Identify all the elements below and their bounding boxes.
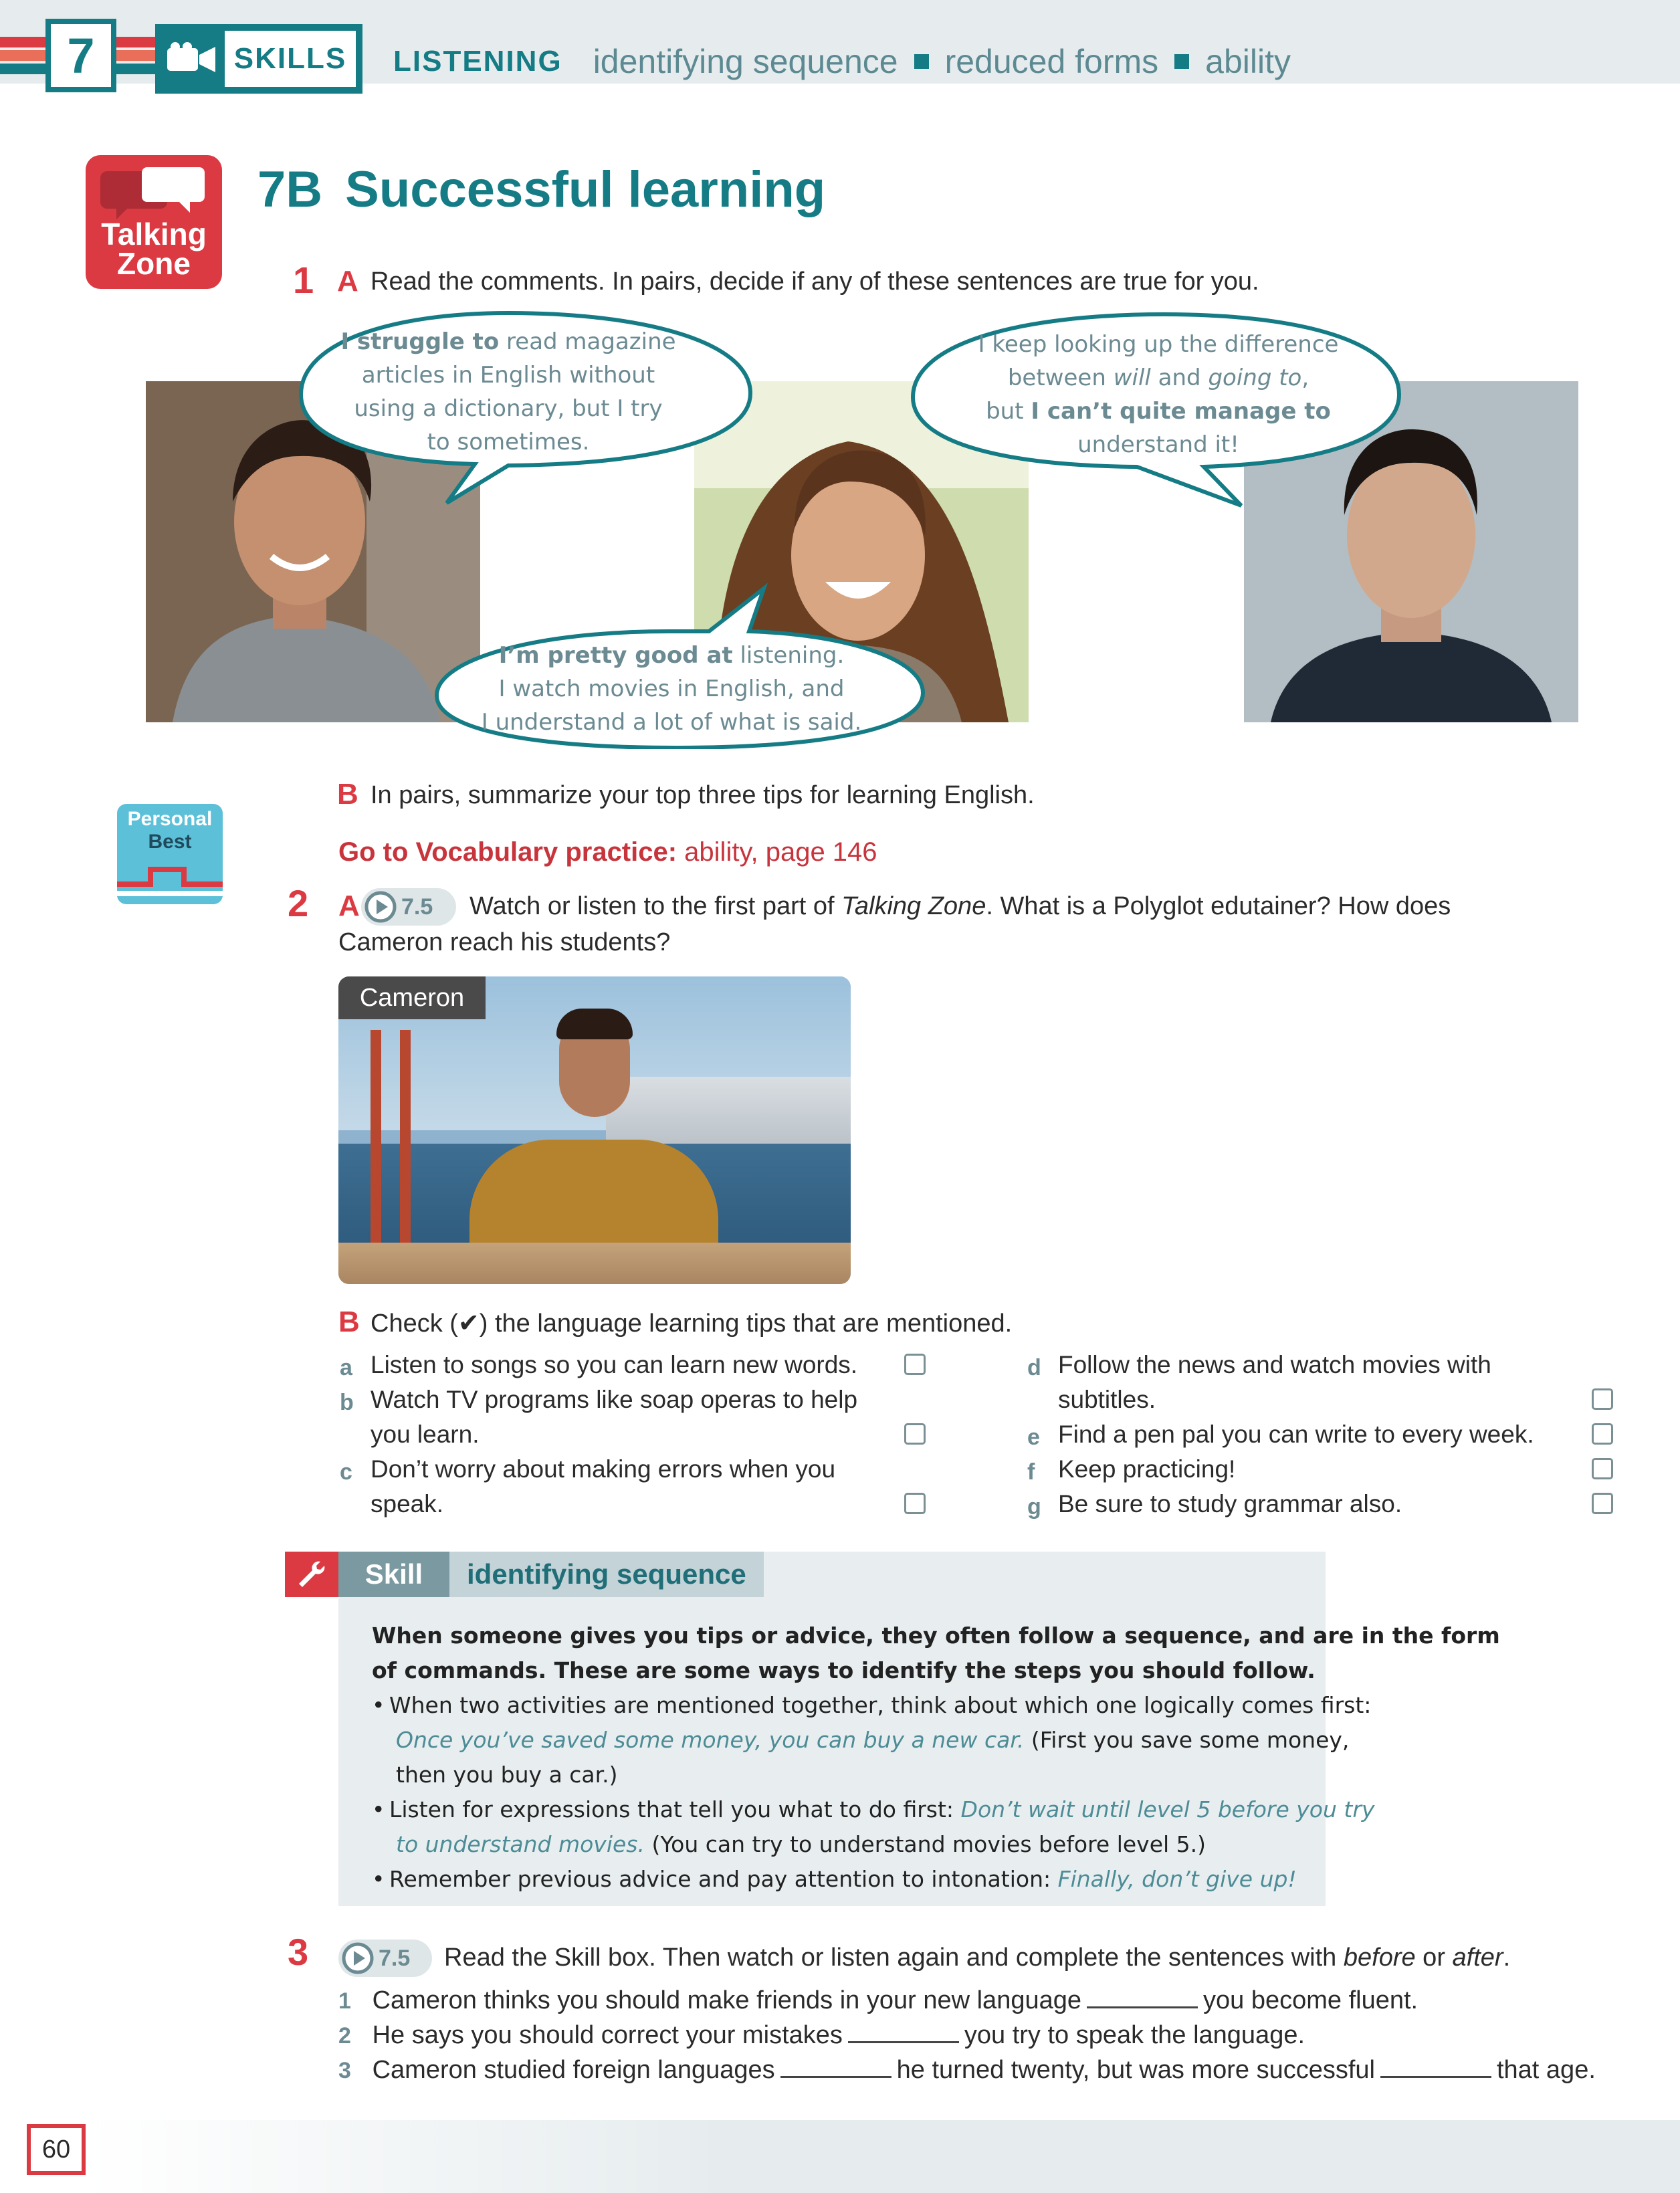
instruction-text: Check (✔) the language learning tips that are mentioned. — [371, 1310, 1013, 1338]
speech-bubble-3: I’m pretty good at listening. I watch movies in English, and I understand a lot of what is said. — [481, 642, 862, 736]
exercise-letter: B — [337, 778, 358, 811]
tip-text: speak. — [371, 1490, 444, 1518]
tip-checkbox[interactable] — [904, 1493, 926, 1514]
tip-text: you learn. — [371, 1421, 480, 1448]
speech-bubbles-overlay — [0, 0, 1680, 749]
audio-track-button[interactable] — [361, 888, 456, 926]
skill-intro: of commands. These are some ways to identify the steps you should follow. — [372, 1657, 1316, 1683]
exercise-number: 2 — [288, 882, 309, 924]
skill-bullet-cont: Once you’ve saved some money, you can buy a new car. (First you save some money, — [396, 1727, 1350, 1753]
audio-track-number: 7.5 — [401, 894, 433, 920]
tip-text: Be sure to study grammar also. — [1058, 1490, 1402, 1518]
video-caption: Cameron — [338, 976, 486, 1019]
tip-letter: e — [1027, 1425, 1040, 1450]
exercise-number: 3 — [288, 1931, 309, 1973]
exercise-number: 1 — [293, 259, 314, 301]
wrench-icon — [285, 1552, 338, 1597]
header-lead: LISTENING — [393, 45, 562, 78]
question-row: 2 He says you should correct your mistakes you try to speak the language. — [338, 2021, 1305, 2049]
tip-checkbox[interactable] — [904, 1354, 926, 1375]
instruction-text: Cameron reach his students? — [338, 928, 671, 956]
tip-letter: b — [340, 1390, 354, 1415]
question-row: 1 Cameron thinks you should make friends in your new language you become fluent. — [338, 1986, 1419, 2014]
answer-blank[interactable] — [780, 2057, 891, 2078]
audio-track-button[interactable] — [338, 1940, 432, 1977]
skill-bullet: • Listen for expressions that tell you what to do first: Don’t wait until level 5 before you try — [372, 1796, 1375, 1822]
tip-letter: a — [340, 1355, 352, 1380]
tip-checkbox[interactable] — [904, 1423, 926, 1445]
tip-text: Watch TV programs like soap operas to help — [371, 1386, 858, 1413]
skill-bullet-cont: to understand movies. (You can try to understand movies before level 5.) — [396, 1831, 1206, 1857]
header-topic: ability — [1205, 43, 1291, 80]
podium-icon — [117, 857, 223, 904]
instruction-text: In pairs, summarize your top three tips for learning English. — [371, 781, 1035, 809]
section-label: SKILLS — [225, 31, 356, 87]
tip-checkbox[interactable] — [1592, 1458, 1613, 1479]
tip-letter: g — [1027, 1494, 1041, 1520]
skill-tab-label: Skill — [338, 1552, 449, 1597]
personal-best-label: Personal Best — [127, 808, 213, 853]
tip-checkbox[interactable] — [1592, 1493, 1613, 1514]
tip-checkbox[interactable] — [1592, 1388, 1613, 1410]
tip-letter: c — [340, 1459, 352, 1485]
exercise-letter: A — [337, 265, 358, 298]
audio-track-number: 7.5 — [379, 1945, 411, 1971]
play-icon — [364, 890, 397, 924]
lesson-code: 7B — [257, 161, 323, 218]
tip-text: Keep practicing! — [1058, 1455, 1236, 1483]
answer-blank[interactable] — [1380, 2057, 1491, 2078]
lesson-name: Successful learning — [345, 161, 826, 218]
skill-bullet-cont: then you buy a car.) — [396, 1762, 618, 1788]
footer-band — [87, 2120, 1680, 2193]
exercise-letter: A — [338, 890, 360, 922]
skill-bullet: • Remember previous advice and pay attention to intonation: Finally, don’t give up! — [372, 1866, 1297, 1892]
tip-text: Listen to songs so you can learn new words. — [371, 1351, 858, 1378]
question-row: 3 Cameron studied foreign languages he turned twenty, but was more successful that age. — [338, 2056, 1596, 2084]
instruction-text: Watch or listen to the first part of Talking Zone. What is a Polyglot edutainer? How does — [469, 892, 1451, 920]
play-icon — [341, 1942, 375, 1975]
header-topic: reduced forms — [944, 43, 1159, 80]
answer-blank[interactable] — [1087, 1988, 1198, 2008]
tip-letter: f — [1027, 1459, 1035, 1485]
speech-bubble-1: I struggle to read magazine articles in English without using a dictionary, but I try to sometimes. — [340, 328, 676, 455]
tip-text: Find a pen pal you can write to every week. — [1058, 1421, 1534, 1448]
vocabulary-practice-link[interactable]: Go to Vocabulary practice: ability, page 146 — [338, 837, 877, 867]
tip-text: Follow the news and watch movies with — [1058, 1351, 1491, 1378]
instruction-text: Read the comments. In pairs, decide if any of these sentences are true for you. — [371, 268, 1259, 296]
skill-tab-topic: identifying sequence — [449, 1552, 764, 1597]
tip-letter: d — [1027, 1355, 1041, 1380]
speech-bubble-2: I keep looking up the difference between will and going to, but I can’t quite manage to understand it! — [978, 331, 1339, 458]
tip-checkbox[interactable] — [1592, 1423, 1613, 1445]
tip-text: Don’t worry about making errors when you — [371, 1455, 836, 1483]
unit-number: 7 — [45, 19, 116, 92]
header-topic: identifying sequence — [593, 43, 898, 80]
talking-zone-label: Talking Zone — [101, 217, 207, 281]
answer-blank[interactable] — [848, 2022, 959, 2043]
page-number: 60 — [27, 2124, 86, 2175]
instruction-text: Read the Skill box. Then watch or listen again and complete the sentences with before or after. — [444, 1944, 1511, 1972]
personal-best-badge — [117, 804, 223, 904]
skill-intro: When someone gives you tips or advice, they often follow a sequence, and are in the form — [372, 1623, 1500, 1649]
skill-bullet: • When two activities are mentioned together, think about which one logically comes first: — [372, 1692, 1372, 1718]
exercise-letter: B — [338, 1306, 360, 1338]
tip-text: subtitles. — [1058, 1386, 1156, 1413]
video-still[interactable] — [338, 976, 851, 1284]
skill-tab — [285, 1552, 764, 1597]
